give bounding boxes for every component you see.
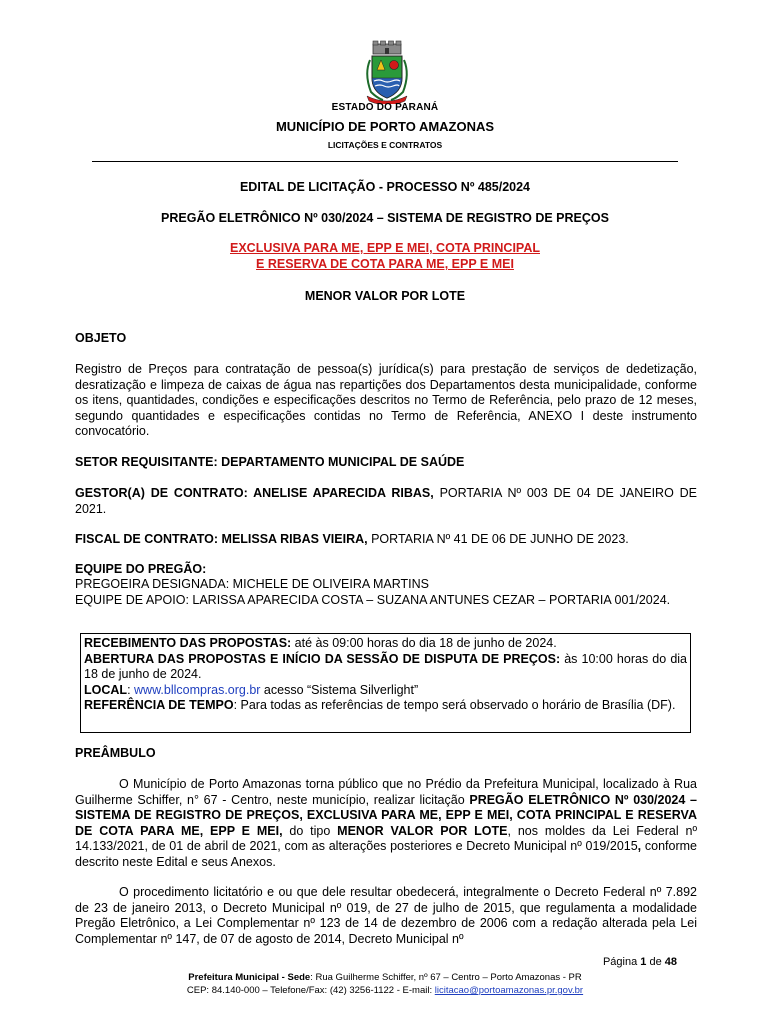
gestor-text: PORTARIA Nº 003 DE 04 DE JANEIRO DE 2021. xyxy=(75,486,697,516)
preambulo-p1-b: PREGÃO ELETRÔNICO Nº 030/2024 – SISTEMA DE REGISTRO DE PREÇOS, EXCLUSIVA PARA ME, EPP E MEI, COTA PRINCIPAL E RESERVA DE COTA PARA ME, EPP E MEI, xyxy=(75,792,697,838)
objeto-heading: OBJETO xyxy=(75,331,127,345)
recebimento-label: RECEBIMENTO DAS PROPOSTAS: xyxy=(84,636,292,650)
edital-title: EDITAL DE LICITAÇÃO - PROCESSO Nº 485/2024 xyxy=(239,180,531,194)
abertura-label: ABERTURA DAS PROPOSTAS E INÍCIO DA SESSÃO DE DISPUTA DE PREÇOS: xyxy=(84,651,561,666)
header-divider xyxy=(92,161,678,162)
preambulo-heading: PREÂMBULO xyxy=(75,746,156,760)
criterion-title: MENOR VALOR POR LOTE xyxy=(304,289,466,303)
preambulo-p1-c: do tipo xyxy=(282,823,338,838)
footer-contact-text: CEP: 84.140-000 – Telefone/Fax: (42) 3256-1122 - E-mail: xyxy=(186,985,435,996)
local-colon: : xyxy=(127,682,135,697)
page-total: 48 xyxy=(664,956,677,968)
page-number xyxy=(603,956,677,968)
preambulo-p1-d: MENOR VALOR POR LOTE xyxy=(337,823,508,838)
preambulo-p1-f: , xyxy=(637,839,642,853)
footer-email-link[interactable]: licitacao@portoamazonas.pr.gov.br xyxy=(434,985,584,996)
fiscal-label: FISCAL DE CONTRATO: MELISSA RIBAS VIEIRA, xyxy=(75,532,368,546)
bllcompras-link[interactable]: www.bllcompras.org.br xyxy=(134,682,261,697)
fiscal-paragraph xyxy=(75,532,697,548)
setor-requisitante: SETOR REQUISITANTE: DEPARTAMENTO MUNICIPAL DE SAÚDE xyxy=(75,455,465,469)
footer-sede-label: Prefeitura Municipal - Sede xyxy=(188,972,311,983)
footer-contact xyxy=(0,985,770,996)
equipe-heading: EQUIPE DO PREGÃO: xyxy=(75,562,207,576)
referencia-label: REFERÊNCIA DE TEMPO xyxy=(84,698,234,712)
footer-address xyxy=(0,972,770,983)
equipe-pregoeira: PREGOEIRA DESIGNADA: MICHELE DE OLIVEIRA MARTINS xyxy=(75,577,430,591)
exclusive-line-1: EXCLUSIVA PARA ME, EPP E MEI, COTA PRINCIPAL xyxy=(230,241,540,255)
abertura-text: às 10:00 horas do dia 18 de junho de 2024. xyxy=(84,651,687,681)
preambulo-p1-g: conforme descrito neste Edital e seus Anexos. xyxy=(75,839,697,869)
preambulo-paragraph-1 xyxy=(75,777,697,870)
objeto-text: Registro de Preços para contratação de pessoa(s) jurídica(s) para prestação de serviços de dedetização, desratização e limpeza de caixas de água nas repartições dos Departamentos desta municipalidade, conforme os itens, quantidades, condições e especificações descritos no Termo de Referência, pelo prazo de 12 meses, segundo quantidades e especificações contidas no Termo de Referência, ANEXO I deste instrumento convocatório. xyxy=(75,362,697,438)
footer-address-text: : Rua Guilherme Schiffer, nº 67 – Centro – Porto Amazonas - PR xyxy=(310,972,582,983)
recebimento-text: até às 09:00 horas do dia 18 de junho de 2024. xyxy=(291,636,557,650)
gestor-label: GESTOR(A) DE CONTRATO: ANELISE APARECIDA RIBAS, xyxy=(75,486,434,500)
page-separator: de xyxy=(646,956,665,968)
preambulo-paragraph-2: O procedimento licitatório e ou que dele resultar obedecerá, integralmente o Decreto Federal nº 7.892 de 23 de janeiro 2013, o Decreto Municipal nº 019, de 27 de julho de 2015, que regulamenta a modalidade Pregão Eletrônico, a Lei Complementar nº 123 de 14 de dezembro de 2006 com a redação alterada pela Lei Complementar nº 147, de 07 de agosto de 2014, Decreto Municipal nº xyxy=(75,885,697,946)
equipe-apoio: EQUIPE DE APOIO: LARISSA APARECIDA COSTA – SUZANA ANTUNES CEZAR – PORTARIA 001/2024. xyxy=(75,593,671,607)
abertura-line xyxy=(81,652,690,683)
preambulo-p1-a: O Município de Porto Amazonas torna público que no Prédio da Prefeitura Municipal, localizado à Rua Guilherme Schiffer, n° 67 - Centro, neste município, realizar licitação xyxy=(75,777,697,807)
local-line xyxy=(81,683,690,699)
coat-of-arms-icon xyxy=(361,40,413,104)
dates-info-box xyxy=(80,633,691,733)
fiscal-text: PORTARIA Nº 41 DE 06 DE JUNHO DE 2023. xyxy=(367,532,629,546)
page-current: 1 xyxy=(640,956,647,968)
exclusive-line-2: E RESERVA DE COTA PARA ME, EPP E MEI xyxy=(256,257,514,271)
recebimento-line xyxy=(81,636,690,652)
page-label: Página xyxy=(602,956,641,968)
referencia-text: : Para todas as referências de tempo será observado o horário de Brasília (DF). xyxy=(233,698,676,712)
local-label: LOCAL xyxy=(84,682,128,697)
gestor-paragraph xyxy=(75,486,697,517)
referencia-line xyxy=(81,698,690,714)
local-text: acesso “Sistema Silverlight” xyxy=(260,682,419,697)
header-municipality: MUNICÍPIO DE PORTO AMAZONAS xyxy=(275,119,495,134)
header-state: ESTADO DO PARANÁ xyxy=(331,102,439,113)
header-department: LICITAÇÕES E CONTRATOS xyxy=(327,140,443,150)
pregao-title: PREGÃO ELETRÔNICO Nº 030/2024 – SISTEMA DE REGISTRO DE PREÇOS xyxy=(161,211,609,225)
preambulo-p1-e: , nos moldes da Lei Federal nº 14.133/2021, de 01 de abril de 2021, com as alterações posteriores e Decreto Municipal nº 019/2015 xyxy=(75,823,698,853)
